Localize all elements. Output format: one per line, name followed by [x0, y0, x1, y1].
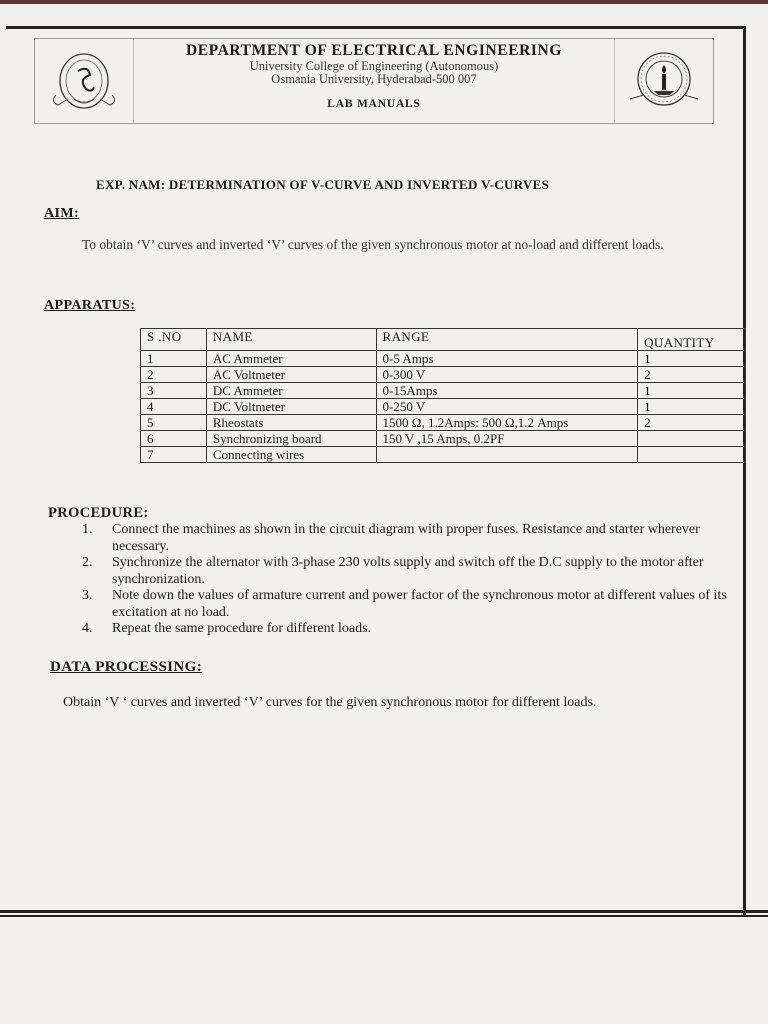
cell-quantity: 2	[638, 367, 746, 383]
cell-sno: 1	[141, 351, 207, 367]
document-header	[34, 38, 714, 124]
cell-sno: 2	[141, 367, 207, 383]
table-row	[141, 367, 746, 383]
apparatus-heading: APPARATUS:	[44, 298, 136, 313]
list-item	[82, 621, 728, 638]
table-row	[141, 383, 746, 399]
table-row	[141, 415, 746, 431]
table-row	[141, 399, 746, 415]
cell-sno: 6	[141, 431, 207, 447]
cell-range: 0-250 V	[376, 399, 638, 415]
list-item	[82, 555, 728, 588]
step-text: Connect the machines as shown in the circuit diagram with proper fuses. Resistance and starter wherever necessary.	[112, 522, 700, 554]
osmania-university-logo	[35, 39, 134, 123]
page-bottom-rule	[0, 910, 768, 917]
procedure-list	[82, 522, 728, 638]
aim-text: To obtain ‘V’ curves and inverted ‘V’ curves of the given synchronous motor at no-load and different loads.	[82, 237, 664, 252]
data-processing-text: Obtain ‘V ‘ curves and inverted ‘V’ curves for the given synchronous motor for different loads.	[63, 695, 597, 710]
step-number: 4.	[82, 621, 93, 636]
cell-name: AC Ammeter	[206, 351, 376, 367]
cell-sno: 7	[141, 447, 207, 463]
table-row	[141, 431, 746, 447]
cell-quantity: 2	[638, 415, 746, 431]
cell-quantity: 1	[638, 399, 746, 415]
page-top-border	[0, 0, 768, 4]
college-name: University College of Engineering (Autonomous)	[249, 59, 499, 73]
apparatus-table	[140, 328, 746, 463]
aim-heading: AIM:	[44, 206, 80, 221]
table-header-row	[141, 329, 746, 351]
cell-range: 0-15Amps	[376, 383, 638, 399]
college-seal-icon	[624, 47, 704, 115]
cell-sno: 5	[141, 415, 207, 431]
column-header-quantity: QUANTITY	[638, 329, 746, 351]
data-processing-heading: DATA PROCESSING:	[50, 659, 203, 675]
department-title: DEPARTMENT OF ELECTRICAL ENGINEERING	[185, 42, 563, 59]
cell-name: Connecting wires	[206, 447, 376, 463]
step-number: 2.	[82, 555, 93, 570]
college-engineering-logo	[614, 39, 713, 123]
cell-sno: 3	[141, 383, 207, 399]
table-row	[141, 447, 746, 463]
procedure-heading: PROCEDURE:	[48, 505, 149, 521]
list-item	[82, 522, 728, 555]
cell-name: AC Voltmeter	[206, 367, 376, 383]
cell-name: DC Voltmeter	[206, 399, 376, 415]
cell-range: 0-300 V	[376, 367, 638, 383]
step-text: Synchronize the alternator with 3-phase 230 volts supply and switch off the D.C supply to the motor after synchronization.	[112, 555, 704, 587]
cell-sno: 4	[141, 399, 207, 415]
column-header-range: RANGE	[376, 329, 638, 351]
cell-range	[376, 447, 638, 463]
university-seal-icon	[48, 49, 120, 113]
experiment-title: EXP. NAM: DETERMINATION OF V-CURVE AND INVERTED V-CURVES	[96, 177, 550, 192]
page-frame	[6, 26, 746, 916]
column-header-sno: S .NO	[141, 329, 207, 351]
step-number: 1.	[82, 522, 93, 537]
lab-manuals-subtitle: LAB MANUALS	[327, 98, 421, 110]
cell-quantity	[638, 431, 746, 447]
cell-name: Synchronizing board	[206, 431, 376, 447]
cell-quantity: 1	[638, 383, 746, 399]
column-header-name: NAME	[206, 329, 376, 351]
cell-name: DC Ammeter	[206, 383, 376, 399]
cell-range: 150 V ,15 Amps, 0.2PF	[376, 431, 638, 447]
cell-range: 0-5 Amps	[376, 351, 638, 367]
list-item	[82, 588, 728, 621]
cell-quantity	[638, 447, 746, 463]
cell-range: 1500 Ω, 1.2Amps: 500 Ω,1.2 Amps	[376, 415, 638, 431]
university-address: Osmania University, Hyderabad-500 007	[271, 72, 477, 86]
cell-name: Rheostats	[206, 415, 376, 431]
step-text: Note down the values of armature current and power factor of the synchronous motor at different values of its excitation at no load.	[112, 588, 727, 620]
cell-quantity: 1	[638, 351, 746, 367]
table-row	[141, 351, 746, 367]
step-number: 3.	[82, 588, 93, 603]
step-text: Repeat the same procedure for different loads.	[112, 621, 372, 636]
